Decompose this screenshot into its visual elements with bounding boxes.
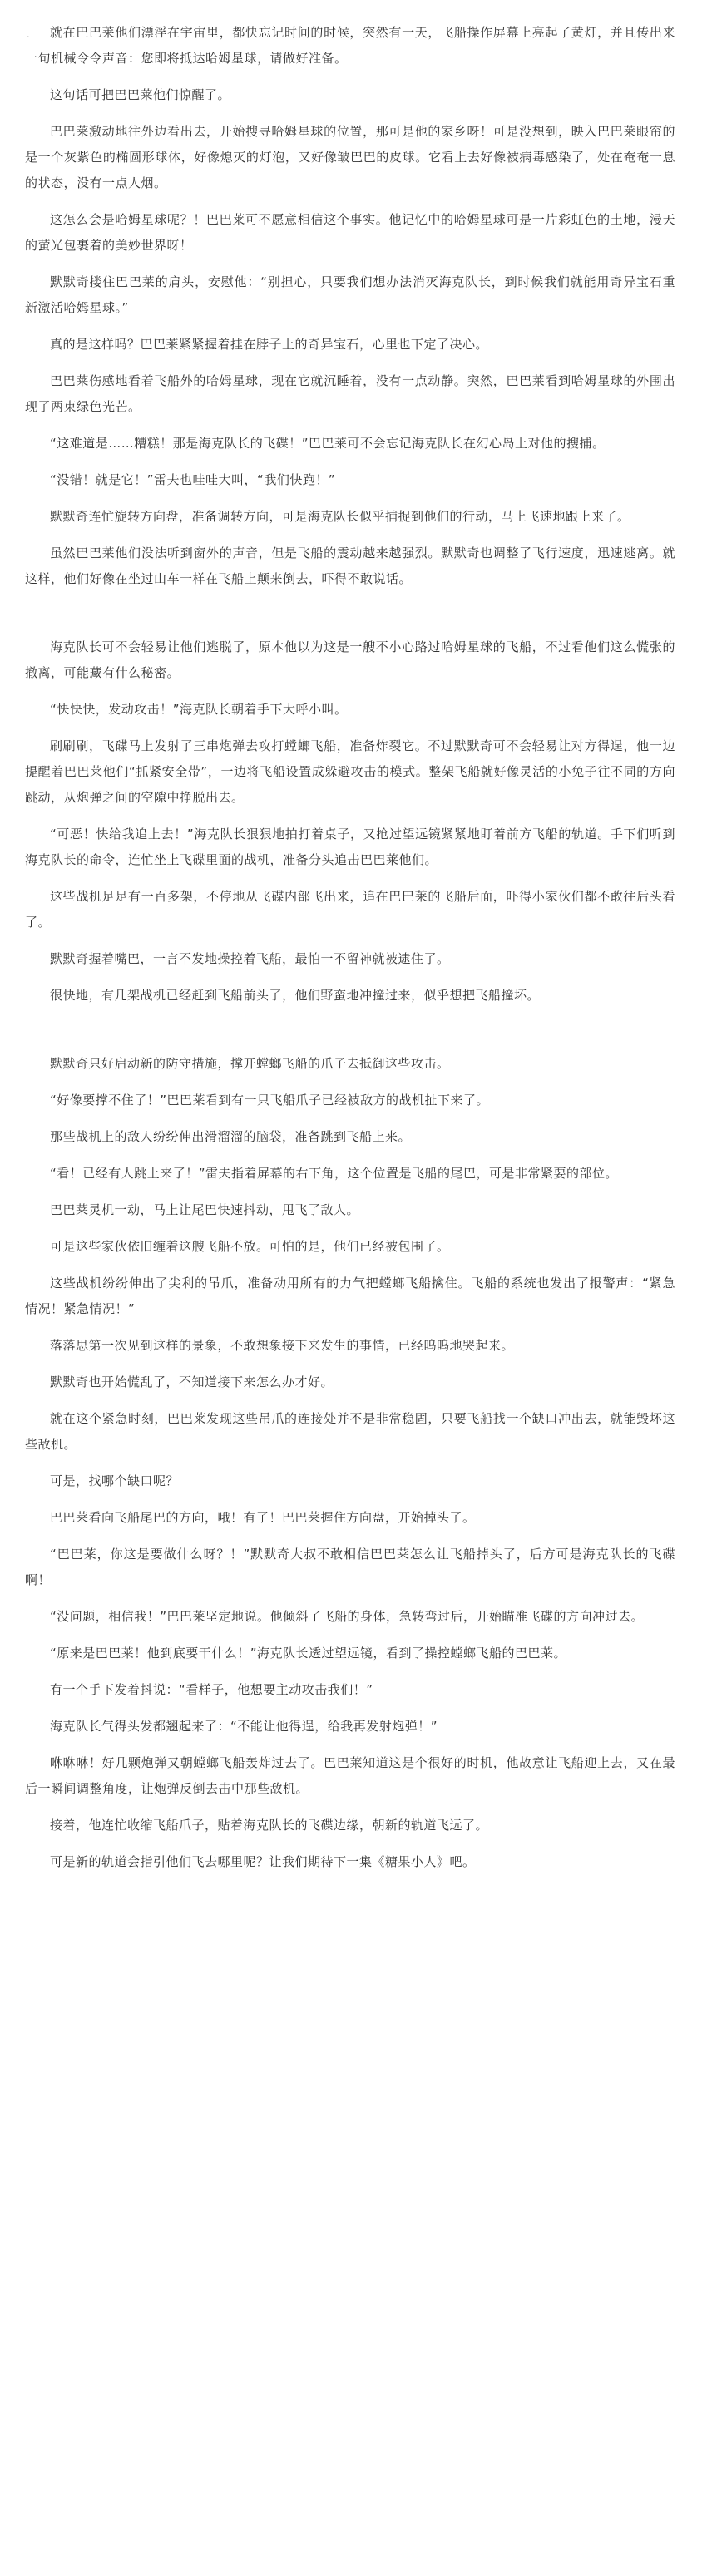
story-paragraph: 真的是这样吗？巴巴莱紧紧握着挂在脖子上的奇异宝石，心里也下定了决心。 [50, 337, 489, 352]
story-paragraph: 默默奇连忙旋转方向盘，准备调转方向，可是海克队长似乎捕捉到他们的行动，马上飞速地跟上来了。 [50, 509, 630, 524]
story-paragraph: 默默奇也开始慌乱了，不知道接下来怎么办才好。 [50, 1374, 334, 1389]
story-section [25, 20, 675, 592]
story-page [25, 20, 675, 1886]
section-gap [25, 603, 675, 634]
story-paragraph: 海克队长气得头发都翘起来了：“不能让他得逞，给我再发射炮弹！” [50, 1719, 438, 1734]
story-paragraph: 就在这个紧急时刻，巴巴莱发现这些吊爪的连接处并不是非常稳固，只要飞船找一个缺口冲出去，就能毁坏这些敌机。 [25, 1411, 675, 1452]
story-paragraph: 海克队长可不会轻易让他们逃脱了，原本他以为这是一艘不小心路过哈姆星球的飞船，不过看他们这么慌张的撤离，可能藏有什么秘密。 [25, 639, 675, 680]
story-paragraph: 巴巴莱看向飞船尾巴的方向，哦！有了！巴巴莱握住方向盘，开始掉头了。 [50, 1510, 476, 1525]
story-paragraph: “快快快，发动攻击！”海克队长朝着手下大呼小叫。 [50, 702, 348, 717]
story-paragraph: “这难道是……糟糕！那是海克队长的飞碟！”巴巴莱可不会忘记海克队长在幻心岛上对他的搜捕。 [50, 436, 606, 451]
story-paragraph: “没错！就是它！”雷夫也哇哇大叫，“我们快跑！” [50, 472, 336, 487]
story-paragraph: 巴巴莱伤感地看着飞船外的哈姆星球，现在它就沉睡着，没有一点动静。突然，巴巴莱看到哈姆星球的外围出现了两束绿色光芒。 [25, 373, 675, 414]
story-paragraph: 默默奇只好启动新的防守措施，撑开螳螂飞船的爪子去抵御这些攻击。 [50, 1056, 450, 1071]
story-paragraph: 可是这些家伙依旧缠着这艘飞船不放。可怕的是，他们已经被包围了。 [50, 1239, 450, 1254]
story-paragraph: “没问题，相信我！”巴巴莱坚定地说。他倾斜了飞船的身体，急转弯过后，开始瞄准飞碟的方向冲过去。 [50, 1609, 645, 1624]
story-paragraph: 默默奇搂住巴巴莱的肩头，安慰他：“别担心，只要我们想办法消灭海克队长，到时候我们就能用奇异宝石重新激活哈姆星球。” [25, 274, 675, 315]
story-paragraph: 这怎么会是哈姆星球呢？！巴巴莱可不愿意相信这个事实。他记忆中的哈姆星球可是一片彩虹色的土地，漫天的萤光包裹着的美妙世界呀！ [25, 212, 675, 253]
section-gap [25, 1019, 675, 1051]
story-paragraph: 虽然巴巴莱他们没法听到窗外的声音，但是飞船的震动越来越强烈。默默奇也调整了飞行速度，迅速逃离。就这样，他们好像在坐过山车一样在飞船上颠来倒去，吓得不敢说话。 [25, 545, 675, 586]
story-paragraph: “原来是巴巴莱！他到底要干什么！”海克队长透过望远镜，看到了操控螳螂飞船的巴巴莱。 [50, 1646, 567, 1661]
story-section [25, 1051, 675, 1875]
story-paragraph: 接着，他连忙收缩飞船爪子，贴着海克队长的飞碟边缘，朝新的轨道飞远了。 [50, 1818, 489, 1833]
story-paragraph: “可恶！快给我追上去！”海克队长狠狠地拍打着桌子，又抢过望远镜紧紧地盯着前方飞船的轨道。手下们听到海克队长的命令，连忙坐上飞碟里面的战机，准备分头追击巴巴莱他们。 [25, 827, 675, 867]
story-paragraph: 咻咻咻！好几颗炮弹又朝螳螂飞船轰炸过去了。巴巴莱知道这是个很好的时机，他故意让飞船迎上去，又在最后一瞬间调整角度，让炮弹反倒去击中那些敌机。 [25, 1755, 675, 1796]
story-paragraph: 这句话可把巴巴莱他们惊醒了。 [50, 87, 231, 102]
story-paragraph: 巴巴莱灵机一动，马上让尾巴快速抖动，甩飞了敌人。 [50, 1202, 360, 1217]
story-paragraph: 就在巴巴莱他们漂浮在宇宙里，都快忘记时间的时候，突然有一天，飞船操作屏幕上亮起了黄灯，并且传出来一句机械令令声音：您即将抵达哈姆星球，请做好准备。 [25, 25, 675, 66]
story-paragraph: 落落思第一次见到这样的景象，不敢想象接下来发生的事情，已经呜呜地哭起来。 [50, 1338, 515, 1353]
story-paragraph: 巴巴莱激动地往外边看出去，开始搜寻哈姆星球的位置，那可是他的家乡呀！可是没想到，映入巴巴莱眼帘的是一个灰紫色的椭圆形球体，好像熄灭的灯泡，又好像皱巴巴的皮球。它看上去好像被病毒感染了，处在奄奄一息的状态，没有一点人烟。 [25, 124, 675, 190]
story-paragraph: 这些战机足足有一百多架，不停地从飞碟内部飞出来，追在巴巴莱的飞船后面，吓得小家伙们都不敢往后头看了。 [25, 889, 675, 930]
story-paragraph: “看！已经有人跳上来了！”雷夫指着屏幕的右下角，这个位置是飞船的尾巴，可是非常紧要的部位。 [50, 1166, 619, 1181]
page-marker: . [27, 29, 30, 40]
story-section [25, 634, 675, 1009]
story-paragraph: 很快地，有几架战机已经赶到飞船前头了，他们野蛮地冲撞过来，似乎想把飞船撞坏。 [50, 988, 541, 1003]
story-paragraph: 可是新的轨道会指引他们飞去哪里呢？让我们期待下一集《糖果小人》吧。 [50, 1854, 476, 1869]
story-paragraph: 那些战机上的敌人纷纷伸出滑溜溜的脑袋，准备跳到飞船上来。 [50, 1129, 412, 1144]
story-paragraph: “好像要撑不住了！”巴巴莱看到有一只飞船爪子已经被敌方的战机扯下来了。 [50, 1093, 490, 1108]
story-paragraph: “巴巴莱，你这是要做什么呀？！”默默奇大叔不敢相信巴巴莱怎么让飞船掉头了，后方可是海克队长的飞碟啊！ [25, 1547, 675, 1587]
story-paragraph: 有一个手下发着抖说：“看样子，他想要主动攻击我们！” [50, 1682, 373, 1697]
story-paragraph: 可是，找哪个缺口呢？ [50, 1473, 180, 1488]
story-paragraph: 这些战机纷纷伸出了尖利的吊爪，准备动用所有的力气把螳螂飞船擒住。飞船的系统也发出了报警声：“紧急情况！紧急情况！” [25, 1276, 675, 1316]
story-paragraph: 默默奇握着嘴巴，一言不发地操控着飞船，最怕一不留神就被逮住了。 [50, 951, 450, 966]
story-paragraph: 刷刷刷，飞碟马上发射了三串炮弹去攻打螳螂飞船，准备炸裂它。不过默默奇可不会轻易让对方得逞，他一边提醒着巴巴莱他们“抓紧安全带”，一边将飞船设置成躲避攻击的模式。整架飞船就好像灵活的小兔子往不同的方向跳动，从炮弹之间的空隙中挣脱出去。 [25, 738, 675, 805]
